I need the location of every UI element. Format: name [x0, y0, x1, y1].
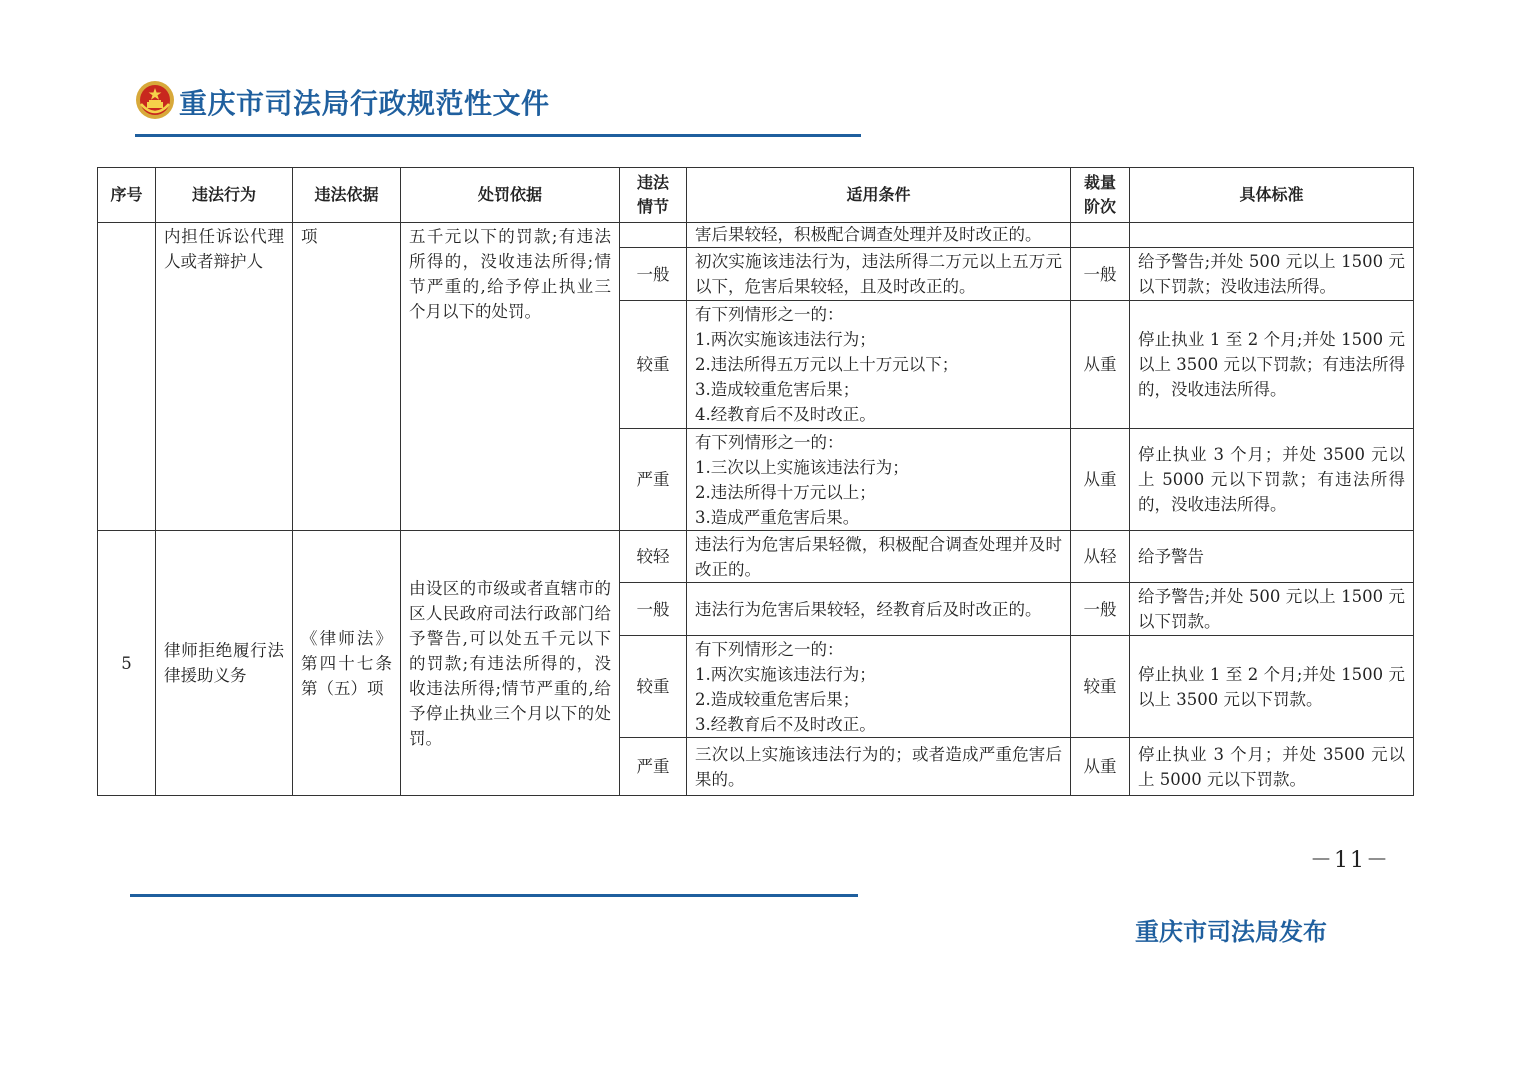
cell-standard: 给予警告: [1130, 531, 1414, 583]
cell-penalty-basis: 由设区的市级或者直辖市的区人民政府司法行政部门给予警告,可以处五千元以下的罚款;有违法所得的，没收违法所得;情节严重的,给予停止执业三个月以下的处罚。: [401, 531, 620, 796]
cell-conditions: 初次实施该违法行为，违法所得二万元以上五万元以下，危害后果较轻，且及时改正的。: [687, 248, 1071, 301]
cell-standard: [1130, 223, 1414, 248]
cell-circumstance: 严重: [620, 429, 687, 531]
header-violation: 违法行为: [156, 168, 293, 223]
cell-circumstance: 严重: [620, 738, 687, 796]
header-level: 裁量 阶次: [1071, 168, 1130, 223]
cell-level: 一般: [1071, 248, 1130, 301]
cell-standard: 停止执业 3 个月；并处 3500 元以上 5000 元以下罚款；有违法所得的，没收违法所得。: [1130, 429, 1414, 531]
header-circumstance: 违法 情节: [620, 168, 687, 223]
cell-conditions: 三次以上实施该违法行为的；或者造成严重危害后果的。: [687, 738, 1071, 796]
cell-level: 从重: [1071, 738, 1130, 796]
penalty-standard-table: [97, 167, 1414, 796]
cell-conditions: 违法行为危害后果轻微，积极配合调查处理并及时改正的。: [687, 531, 1071, 583]
cell-circumstance: [620, 223, 687, 248]
cell-level: 较重: [1071, 636, 1130, 738]
cell-violation-basis: 项: [293, 223, 401, 531]
header-seq: 序号: [98, 168, 156, 223]
header-divider: [135, 134, 861, 137]
cell-circumstance: 一般: [620, 248, 687, 301]
cell-penalty-basis: 五千元以下的罚款;有违法所得的，没收违法所得;情节严重的,给予停止执业三个月以下的处罚。: [401, 223, 620, 531]
table-row: [98, 531, 1414, 583]
cell-conditions: 有下列情形之一的： 1.三次以上实施该违法行为； 2.违法所得十万元以上； 3.造成严重危害后果。: [687, 429, 1071, 531]
cell-level: 从重: [1071, 429, 1130, 531]
table-row: [98, 223, 1414, 248]
header-title: 重庆市司法局行政规范性文件: [179, 87, 550, 120]
cell-violation-basis: 《律师法》第四十七条第（五）项: [293, 531, 401, 796]
header-penalty-basis: 处罚依据: [401, 168, 620, 223]
cell-standard: 给予警告;并处 500 元以上 1500 元以下罚款；没收违法所得。: [1130, 248, 1414, 301]
cell-conditions: 有下列情形之一的： 1.两次实施该违法行为； 2.违法所得五万元以上十万元以下； 3.造成较重危害后果； 4.经教育后不及时改正。: [687, 301, 1071, 429]
cell-violation: 内担任诉讼代理人或者辩护人: [156, 223, 293, 531]
cell-circumstance: 较轻: [620, 531, 687, 583]
cell-standard: 停止执业 3 个月；并处 3500 元以上 5000 元以下罚款。: [1130, 738, 1414, 796]
header-conditions: 适用条件: [687, 168, 1071, 223]
cell-standard: 给予警告;并处 500 元以上 1500 元以下罚款。: [1130, 583, 1414, 636]
cell-level: 从重: [1071, 301, 1130, 429]
table-header-row: [98, 168, 1414, 223]
footer-publisher: 重庆市司法局发布: [1135, 918, 1327, 946]
footer-divider: [130, 894, 858, 897]
header-standard: 具体标准: [1130, 168, 1414, 223]
cell-circumstance: 较重: [620, 636, 687, 738]
national-emblem-icon: [135, 80, 175, 120]
cell-circumstance: 较重: [620, 301, 687, 429]
cell-level: 一般: [1071, 583, 1130, 636]
cell-level: [1071, 223, 1130, 248]
cell-standard: 停止执业 1 至 2 个月;并处 1500 元以上 3500 元以下罚款；有违法所得的，没收违法所得。: [1130, 301, 1414, 429]
cell-standard: 停止执业 1 至 2 个月;并处 1500 元以上 3500 元以下罚款。: [1130, 636, 1414, 738]
document-header: [135, 80, 865, 140]
cell-seq: 5: [98, 531, 156, 796]
cell-circumstance: 一般: [620, 583, 687, 636]
cell-violation: 律师拒绝履行法律援助义务: [156, 531, 293, 796]
cell-seq: [98, 223, 156, 531]
cell-conditions: 害后果较轻，积极配合调查处理并及时改正的。: [687, 223, 1071, 248]
page-number: －11－: [1310, 848, 1390, 873]
cell-level: 从轻: [1071, 531, 1130, 583]
header-violation-basis: 违法依据: [293, 168, 401, 223]
cell-conditions: 有下列情形之一的： 1.两次实施该违法行为； 2.造成较重危害后果； 3.经教育后不及时改正。: [687, 636, 1071, 738]
cell-conditions: 违法行为危害后果较轻，经教育后及时改正的。: [687, 583, 1071, 636]
